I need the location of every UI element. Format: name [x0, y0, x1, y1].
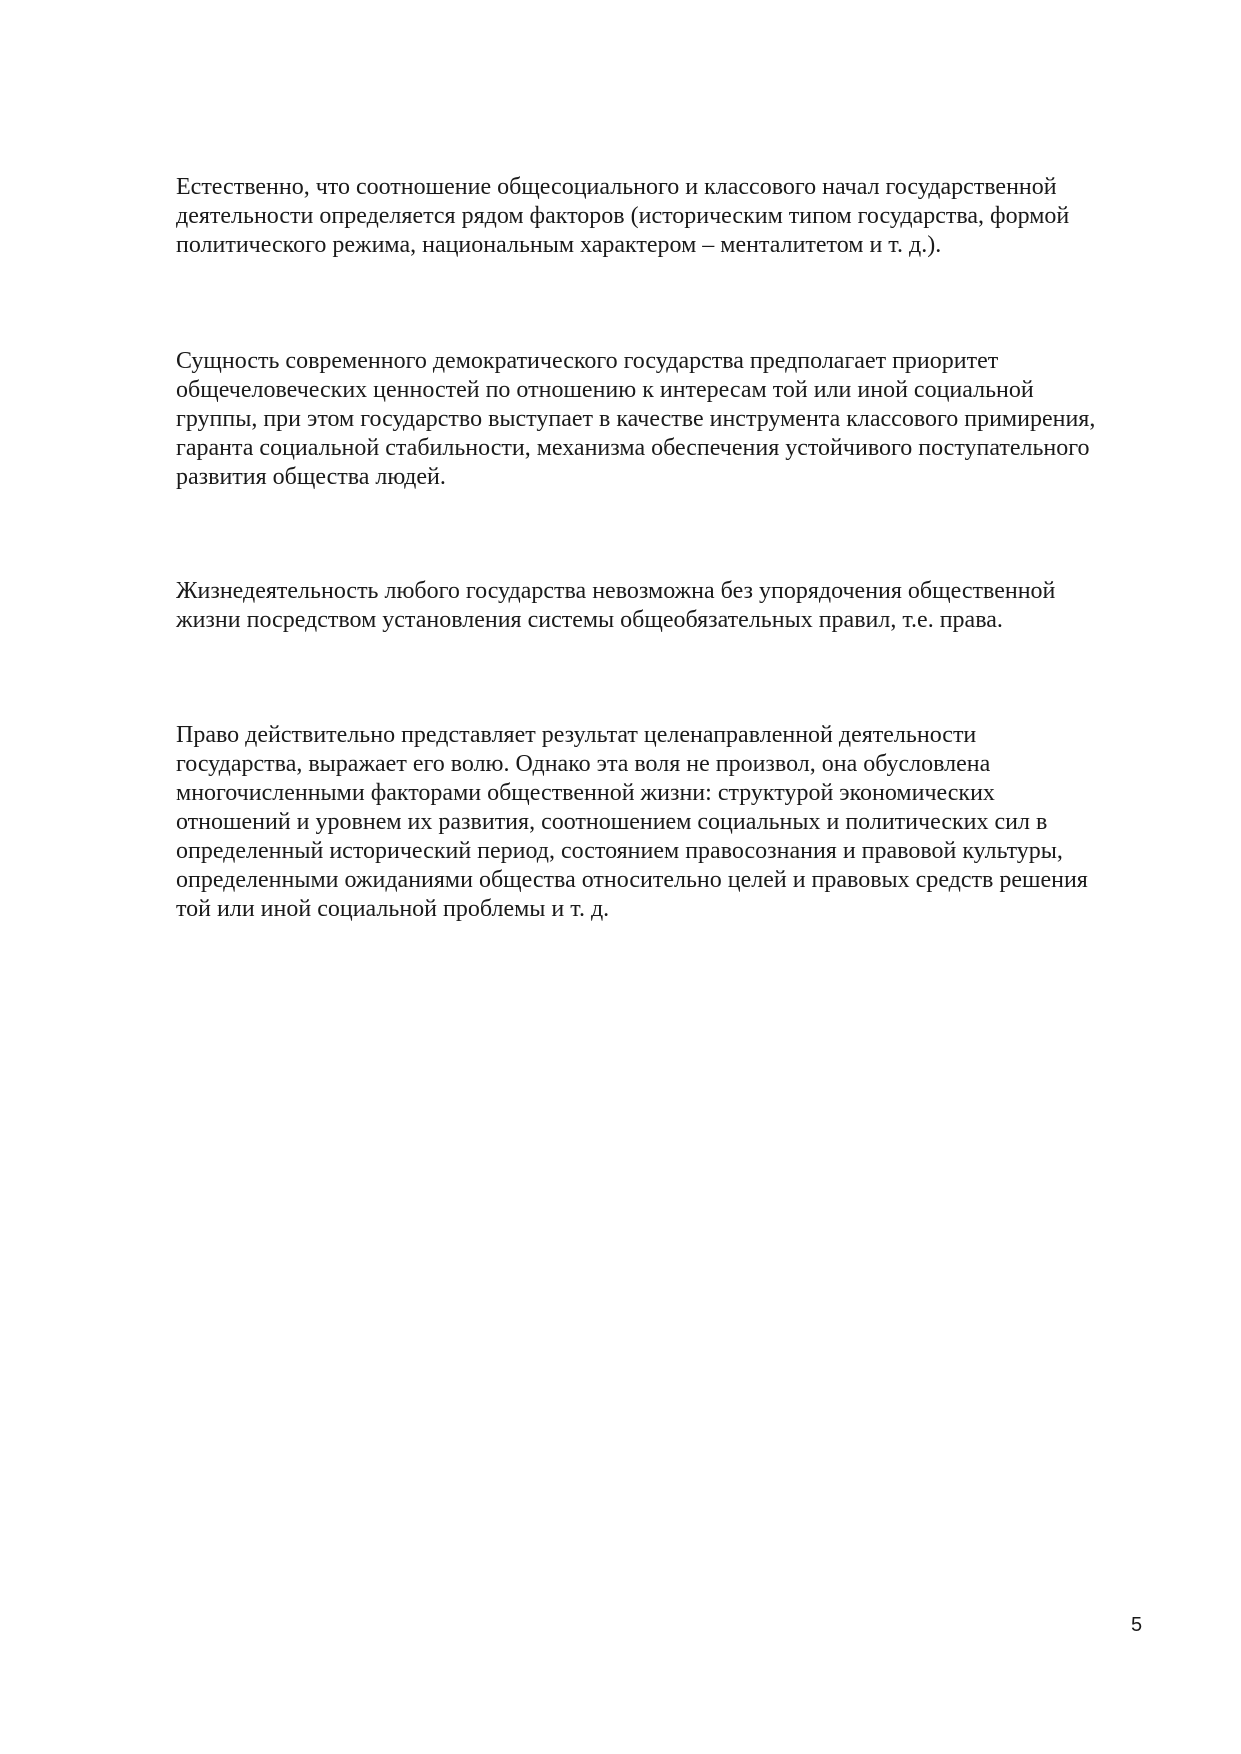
paragraph: Жизнедеятельность любого государства невозможна без упорядочения общественной жизни посредством установления системы общеобязательных правил, т.е. права. [176, 578, 1056, 633]
page-number: 5 [1131, 1614, 1143, 1636]
paragraph: Право действительно представляет результат целенаправленной деятельности государства, выражает его волю. Однако эта воля не произвол, она обусловлена многочисленными факторами общественной жизни: структурой экономических отношений и уровнем их развития, соотношением социальных и политических сил в определенный исторический период, состоянием правосознания и правовой культуры, определенными ожиданиями общества относительно целей и правовых средств решения той или иной социальной проблемы и т. д. [176, 722, 1088, 922]
paragraph: Естественно, что соотношение общесоциального и классового начал государственной деятельности определяется рядом факторов (историческим типом государства, формой политического режима, национальным характером – менталитетом и т. д.). [176, 174, 1070, 258]
paragraph: Сущность современного демократического государства предполагает приоритет общечеловеческих ценностей по отношению к интересам той или иной социальной группы, при этом государство выступает в качестве инструмента классового примирения, гаранта социальной стабильности, механизма обеспечения устойчивого поступательного развития общества людей. [176, 348, 1096, 490]
